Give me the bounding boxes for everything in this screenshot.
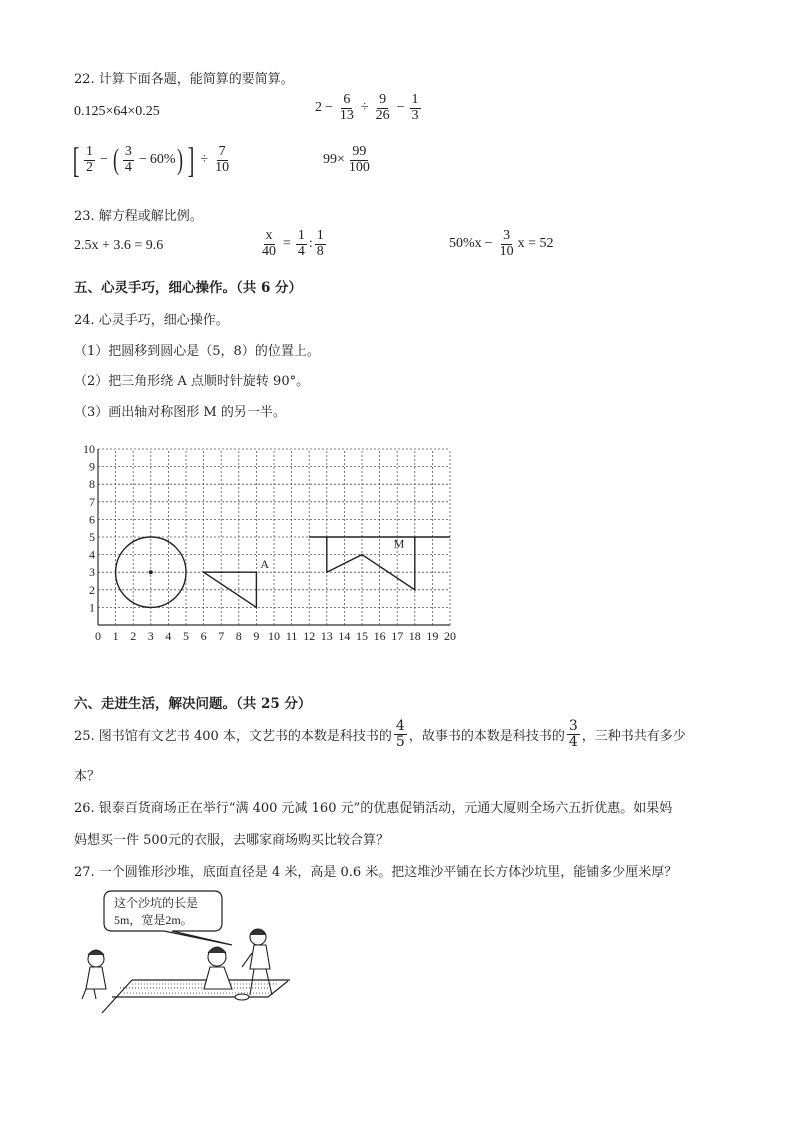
bubble-line-1: 这个沙坑的长是 — [114, 896, 199, 910]
x-tick-label: 12 — [303, 629, 316, 643]
x-tick-label: 20 — [444, 629, 456, 643]
q23-title: 23. 解方程或解比例。 — [74, 209, 203, 224]
x-tick-label: 13 — [320, 629, 333, 643]
x-tick-label: 3 — [147, 629, 154, 643]
x-tick-label: 14 — [338, 629, 351, 643]
q22-expr-2: 2 − $\frac{6}{13}$ ÷ $\frac{9}{26}$ − $\frac{1}{3}$ — [315, 92, 419, 123]
x-tick-label: 0 — [95, 629, 101, 643]
coordinate-grid — [80, 432, 470, 647]
child-middle — [204, 947, 249, 1000]
child-left — [82, 950, 106, 999]
q22-expr-4: 99× $\frac{99}{100}$ — [323, 144, 370, 175]
q23-expr-3: 50%x − $\frac{3}{10}$ x = 52 — [449, 228, 554, 259]
x-axis-labels — [95, 629, 456, 643]
q27-text: 27. 一个圆锥形沙堆，底面直径是 4 米，高是 0.6 米。把这堆沙平铺在长方体沙坑里，能铺多少厘米厚？ — [74, 865, 678, 880]
x-tick-label: 6 — [200, 629, 207, 643]
section-6-heading: 六、走进生活，解决问题。（共 25 分） — [74, 696, 312, 712]
q24-step-1: （1）把圆移到圆心是（5，8）的位置上。 — [74, 344, 320, 359]
y-tick-label: 1 — [89, 600, 95, 615]
y-tick-label: 2 — [89, 582, 95, 597]
x-tick-label: 1 — [112, 629, 119, 643]
q25-line-2: 本？ — [74, 769, 101, 784]
circle-center — [150, 571, 153, 574]
x-tick-label: 7 — [218, 629, 225, 643]
x-tick-label: 18 — [408, 629, 421, 643]
y-tick-label: 10 — [83, 442, 95, 456]
y-axis-labels — [83, 442, 95, 614]
q22-title: 22. 计算下面各题，能简算的要简算。 — [74, 72, 294, 87]
y-tick-label: 4 — [89, 547, 95, 562]
x-tick-label: 16 — [373, 629, 386, 643]
y-tick-label: 9 — [89, 459, 95, 474]
q23-expr-2: $\frac{x}{40}$ = $\frac{1}{4}$ : $\frac{1}{8}$ — [262, 228, 324, 259]
sandpit — [102, 980, 290, 1013]
x-tick-label: 19 — [426, 629, 439, 643]
x-tick-label: 5 — [183, 629, 189, 643]
q26-line-1: 26. 银泰百货商场正在举行“满 400 元减 160 元”的优惠促销活动，元通大厦则全场六五折优惠。如果妈 — [74, 801, 673, 816]
x-tick-label: 17 — [391, 629, 404, 643]
q24-title: 24. 心灵手巧，细心操作。 — [74, 313, 229, 328]
q25-line-1: 25. 图书馆有文艺书 400 本，文艺书的本数是科技书的 $\frac{4}{5}$ ，故事书的本数是科技书的 $\frac{3}{4}$ ，三种书共有多少 — [74, 718, 686, 750]
y-tick-label: 3 — [89, 565, 95, 580]
sandpit-illustration — [72, 885, 312, 1020]
q22-expr-1: 0.125×64×0.25 — [74, 104, 160, 119]
x-tick-label: 9 — [253, 629, 260, 643]
x-tick-label: 2 — [130, 629, 137, 643]
bubble-line-2: 5m，宽是2m。 — [114, 913, 193, 927]
child-right — [242, 929, 272, 995]
label-A: A — [260, 557, 270, 572]
q23-expr-1: 2.5x + 3.6 = 9.6 — [74, 238, 164, 253]
x-tick-label: 4 — [165, 629, 172, 643]
y-tick-label: 8 — [89, 477, 95, 492]
q24-step-3: （3）画出轴对称图形 M 的另一半。 — [74, 405, 286, 420]
section-5-heading: 五、心灵手巧，细心操作。（共 6 分） — [74, 280, 303, 296]
q22-expr-3: [ $\frac{1}{2}$ − ( $\frac{3}{4}$ − 60% ) ] ÷ $\frac{7}{10}$ — [72, 140, 230, 180]
q26-line-2: 妈想买一件 500元的衣服，去哪家商场购买比较合算？ — [74, 833, 389, 848]
y-tick-label: 6 — [89, 512, 95, 527]
y-tick-label: 7 — [89, 494, 95, 509]
x-tick-label: 10 — [268, 629, 280, 643]
x-tick-label: 8 — [235, 629, 242, 643]
y-tick-label: 5 — [89, 530, 95, 544]
q24-step-2: （2）把三角形绕 A 点顺时针旋转 90°。 — [74, 374, 310, 389]
x-tick-label: 11 — [285, 629, 298, 643]
label-M: M — [393, 536, 405, 551]
x-tick-label: 15 — [356, 629, 368, 643]
